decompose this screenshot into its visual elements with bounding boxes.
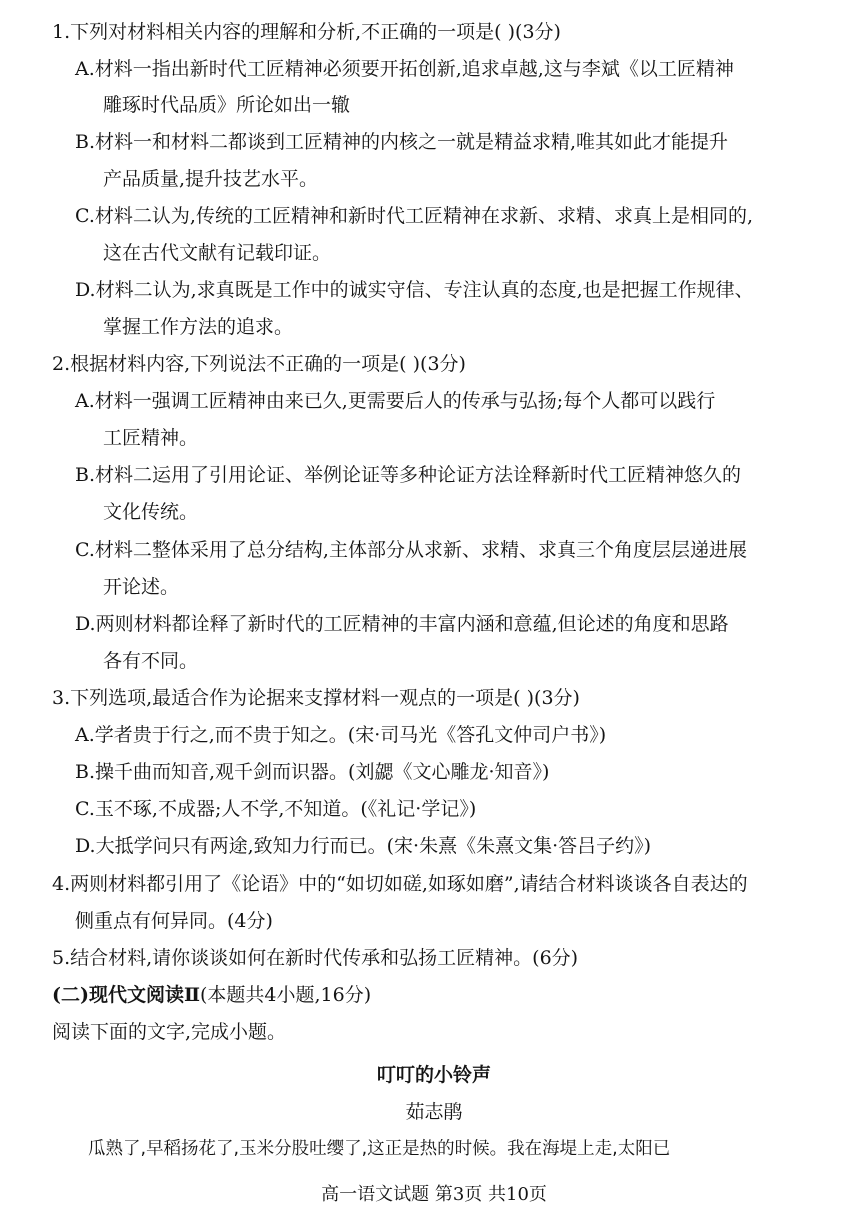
section-heading (52, 983, 371, 1007)
question-1-option-d-line-2: 掌握工作方法的追求。 (103, 316, 294, 338)
question-2-option-d-line-2: 各有不同。 (103, 650, 199, 672)
question-2-option-a-line-1: A.材料一强调工匠精神由来已久,更需要后人的传承与弘扬;每个人都可以践行 (75, 390, 716, 412)
question-1-option-c-line-1: C.材料二认为,传统的工匠精神和新时代工匠精神在求新、求精、求真上是相同的, (75, 205, 753, 227)
question-2-option-c-line-2: 开论述。 (103, 576, 180, 598)
question-3-option-d: D.大抵学问只有两途,致知力行而已。(宋·朱熹《朱熹文集·答吕子约》) (75, 835, 652, 857)
section-heading-rest: (本题共4小题,16分) (200, 984, 372, 1006)
question-1-option-a-line-2: 雕琢时代品质》所论如出一辙 (103, 94, 351, 116)
question-5: 5.结合材料,请你谈谈如何在新时代传承和弘扬工匠精神。(6分) (52, 947, 579, 969)
question-4-line-2: 侧重点有何异同。(4分) (75, 910, 273, 932)
question-1-option-b-line-2: 产品质量,提升技艺水平。 (103, 168, 319, 190)
article-title: 叮叮的小铃声 (376, 1064, 491, 1086)
question-3-option-c: C.玉不琢,不成器;人不学,不知道。(《礼记·学记》) (75, 798, 477, 820)
question-1-option-b-line-1: B.材料一和材料二都谈到工匠精神的内核之一就是精益求精,唯其如此才能提升 (75, 131, 729, 153)
section-instruction: 阅读下面的文字,完成小题。 (52, 1021, 287, 1043)
article-first-line: 瓜熟了,早稻扬花了,玉米分股吐缨了,这正是热的时候。我在海堤上走,太阳已 (88, 1139, 671, 1159)
question-3-option-a: A.学者贵于行之,而不贵于知之。(宋·司马光《答孔文仲司户书》) (75, 724, 607, 746)
article-author: 茹志鹃 (405, 1101, 463, 1123)
section-heading-bold: (二)现代文阅读Ⅱ (52, 984, 200, 1006)
question-2-option-c-line-1: C.材料二整体采用了总分结构,主体部分从求新、求精、求真三个角度层层递进展 (75, 539, 747, 561)
question-2-option-a-line-2: 工匠精神。 (103, 427, 199, 449)
question-1-option-d-line-1: D.材料二认为,求真既是工作中的诚实守信、专注认真的态度,也是把握工作规律、 (75, 279, 754, 301)
question-3-stem: 3.下列选项,最适合作为论据来支撑材料一观点的一项是( )(3分) (52, 687, 580, 709)
question-1-option-a-line-1: A.材料一指出新时代工匠精神必须要开拓创新,追求卓越,这与李斌《以工匠精神 (75, 58, 734, 80)
page-footer: 高一语文试题 第3页 共10页 (321, 1184, 547, 1205)
question-2-option-b-line-2: 文化传统。 (103, 501, 199, 523)
question-2-stem: 2.根据材料内容,下列说法不正确的一项是( )(3分) (52, 353, 466, 375)
question-3-option-b: B.操千曲而知音,观千剑而识器。(刘勰《文心雕龙·知音》) (75, 761, 550, 783)
question-2-option-d-line-1: D.两则材料都诠释了新时代的工匠精神的丰富内涵和意蕴,但论述的角度和思路 (75, 613, 729, 635)
question-1-stem: 1.下列对材料相关内容的理解和分析,不正确的一项是( )(3分) (52, 21, 561, 43)
question-4-line-1: 4.两则材料都引用了《论语》中的“如切如磋,如琢如磨”,请结合材料谈谈各自表达的 (52, 873, 748, 895)
question-1-option-c-line-2: 这在古代文献有记载印证。 (103, 242, 332, 264)
question-2-option-b-line-1: B.材料二运用了引用论证、举例论证等多种论证方法诠释新时代工匠精神悠久的 (75, 464, 742, 486)
